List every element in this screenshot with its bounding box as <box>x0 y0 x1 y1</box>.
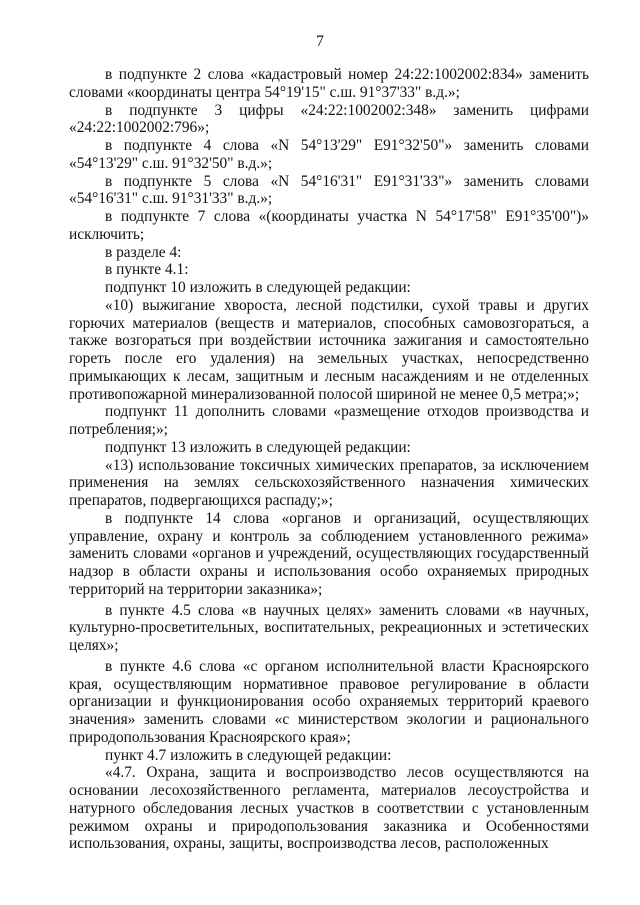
paragraph-subitem-13-intro: подпункт 13 изложить в следующей редакции: <box>105 438 411 456</box>
paragraph-point-4-6: в пункте 4.6 слова «с органом исполнительной власти Красноярского края, осуществляющим нормативное правовое регулирование в области организации и функционирования особо охраняемых территорий краевого значения» заменить словами «с министерством экологии и рационального природопользования Красноярского края»; <box>69 657 589 746</box>
paragraph-subitem-13-text: «13) использование токсичных химических препаратов, за исключением применения на землях сельскохозяйственного назначения химических препаратов, подвергающихся распаду;»; <box>69 456 589 509</box>
paragraph-point-4-7-text: «4.7. Охрана, защита и воспроизводство лесов осуществляются на основании лесохозяйственного регламента, материалов лесоустройства и натурного обследования лесных участков в соответствии с установленным режимом охраны и природопользования заказника и Особенностями использования, охраны, защиты, воспроизводства лесов, расположенных <box>69 764 589 853</box>
paragraph-subitem-11: подпункт 11 дополнить словами «размещение отходов производства и потребления;»; <box>69 403 589 438</box>
paragraph-subitem-10-intro: подпункт 10 изложить в следующей редакции: <box>105 279 411 296</box>
paragraph-subitem-2: в подпункте 2 слова «кадастровый номер 24:22:1002002:834» заменить словами «координаты центра 54°19'15" с.ш. 91°37'33" в.д.»; <box>69 66 589 101</box>
paragraph-subitem-10-text: «10) выжигание хвороста, лесной подстилки, сухой травы и других горючих материалов (веществ и материалов, способных самовозгораться, а также возгораться при воздействии источника зажигания и самостоятельно гореть после его удаления) на земельных участках, непосредственно примыкающих к лесам, защитным и лесным насаждениям и не отделенных противопожарной минерализованной полосой шириной не менее 0,5 метра;»; <box>69 296 589 403</box>
paragraph-subitem-7: в подпункте 7 слова «(координаты участка N 54°17'58" E91°35'00")» исключить; <box>69 208 589 243</box>
paragraph-point-4-7-intro: пункт 4.7 изложить в следующей редакции: <box>105 746 392 764</box>
paragraph-subitem-14: в подпункте 14 слова «органов и организаций, осуществляющих управление, охрану и контроль за соблюдением установленного режима» заменить словами «органов и учреждений, осуществляющих государственный надзор в области охраны и использования особо охраняемых природных территорий на территории заказника»; <box>69 509 589 598</box>
page-number: 7 <box>316 33 324 50</box>
paragraph-point-4-5: в пункте 4.5 слова «в научных целях» заменить словами «в научных, культурно-просветительных, воспитательных, рекреационных и эстетических целях»; <box>69 601 589 654</box>
paragraph-subitem-4: в подпункте 4 слова «N 54°13'29" E91°32'50"» заменить словами «54°13'29" с.ш. 91°32'50" в.д.»; <box>69 137 589 172</box>
paragraph-subitem-5: в подпункте 5 слова «N 54°16'31" E91°31'33"» заменить словами «54°16'31" с.ш. 91°31'33" в.д.»; <box>69 172 589 208</box>
paragraph-subitem-3: в подпункте 3 цифры «24:22:1002002:348» заменить цифрами «24:22:1002002:796»; <box>69 101 589 137</box>
paragraph-point-4-1: в пункте 4.1: <box>105 261 189 279</box>
paragraph-section-4: в разделе 4: <box>105 243 182 261</box>
document-body <box>69 66 589 853</box>
